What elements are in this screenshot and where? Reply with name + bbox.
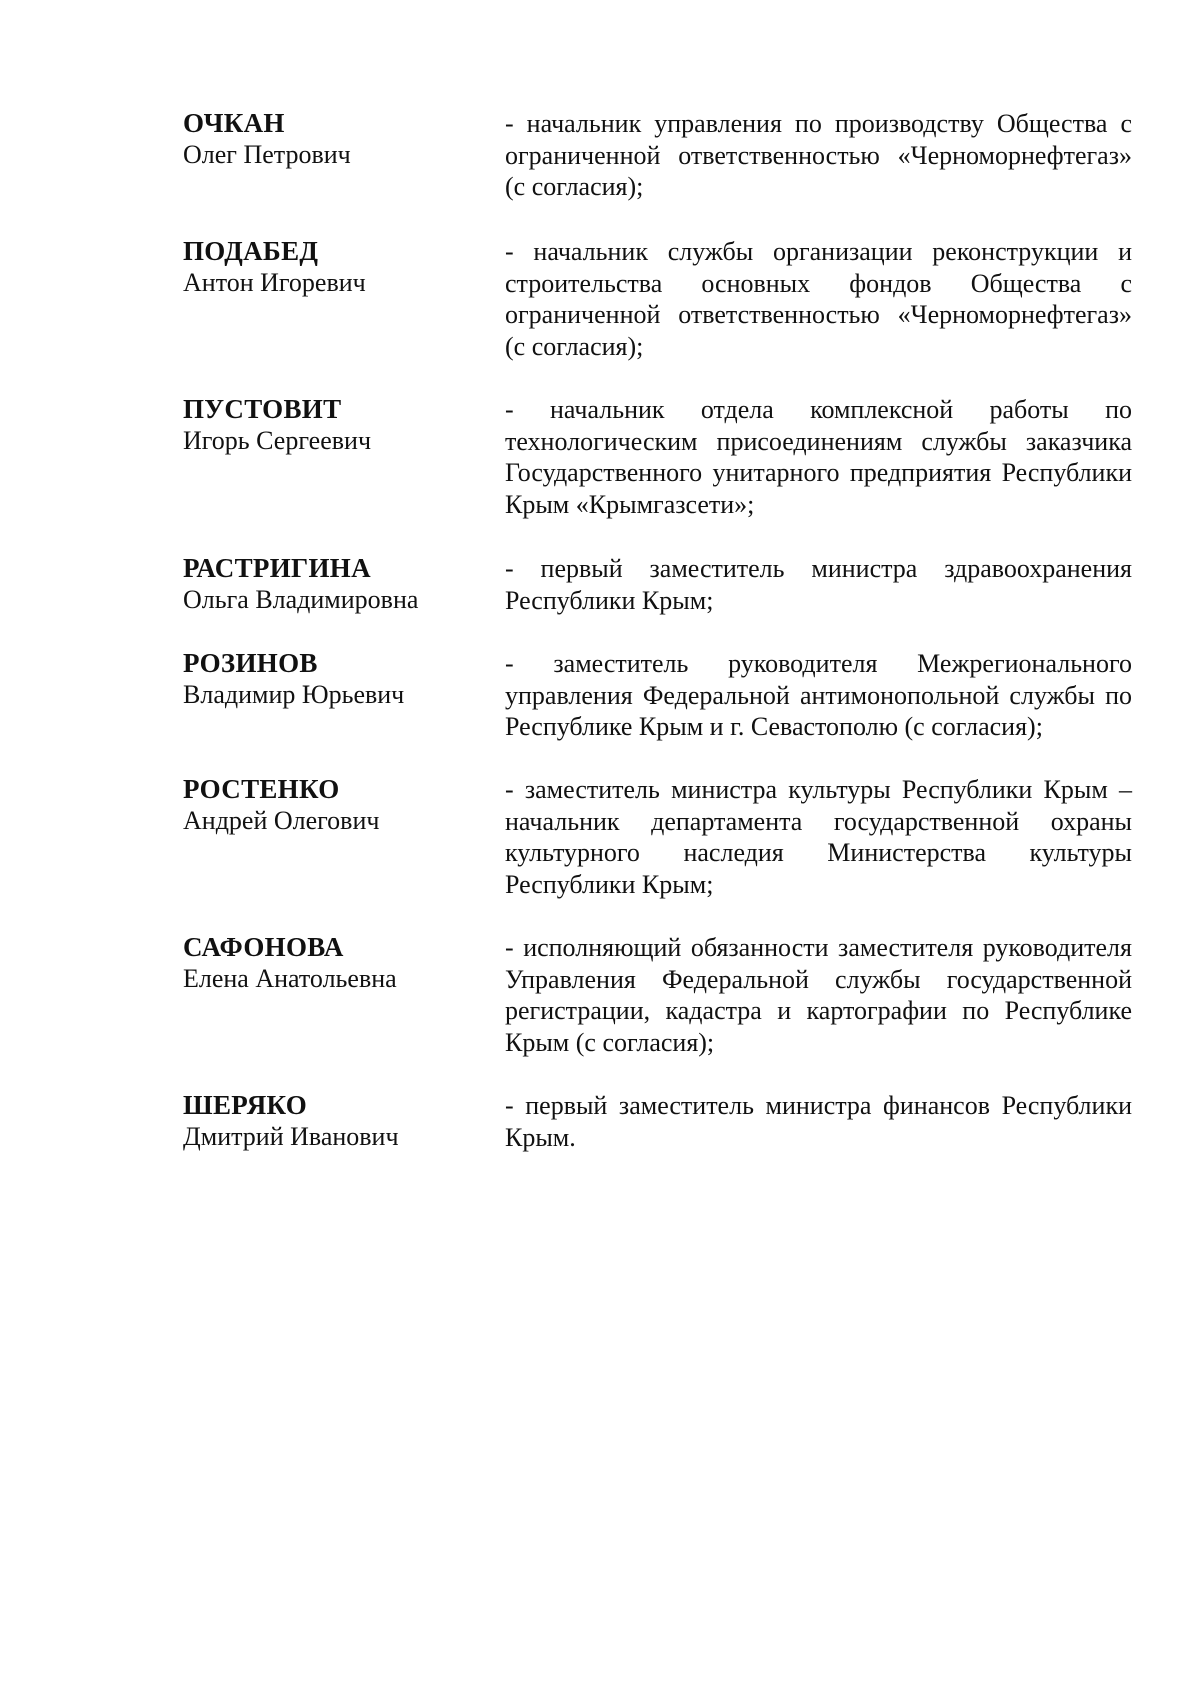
member-position: - начальник отдела комплексной работы по технологическим присоединениям службы заказчика Государственного унитарного предприятия Республики Крым «Крымгазсети»;	[505, 395, 1132, 519]
member-name	[183, 108, 483, 170]
member-given-name: Игорь Сергеевич	[183, 426, 372, 455]
member-name	[183, 774, 483, 836]
member-surname: РОЗИНОВ	[183, 648, 318, 678]
member-name	[183, 236, 483, 298]
member-given-name: Елена Анатольевна	[183, 964, 397, 993]
member-given-name: Олег Петрович	[183, 140, 351, 169]
member-position: - заместитель министра культуры Республики Крым – начальник департамента государственной охраны культурного наследия Министерства культуры Республики Крым;	[505, 775, 1132, 899]
member-position: - заместитель руководителя Межрегионального управления Федеральной антимонопольной службы по Республике Крым и г. Севастополю (с согласия);	[505, 649, 1132, 741]
member-surname: ОЧКАН	[183, 108, 285, 138]
member-surname: ШЕРЯКО	[183, 1090, 308, 1120]
member-given-name: Дмитрий Иванович	[183, 1122, 399, 1151]
member-name	[183, 648, 483, 710]
member-surname: САФОНОВА	[183, 932, 344, 962]
member-position: - исполняющий обязанности заместителя руководителя Управления Федеральной службы государственной регистрации, кадастра и картографии по Республике Крым (с согласия);	[505, 933, 1132, 1057]
member-given-name: Ольга Владимировна	[183, 585, 419, 614]
member-given-name: Владимир Юрьевич	[183, 680, 405, 709]
member-name	[183, 932, 483, 994]
member-surname: ПУСТОВИТ	[183, 394, 342, 424]
member-surname: РОСТЕНКО	[183, 774, 340, 804]
member-name	[183, 553, 483, 615]
member-name	[183, 1090, 483, 1152]
member-position: - первый заместитель министра здравоохранения Республики Крым;	[505, 554, 1132, 615]
member-given-name: Антон Игоревич	[183, 268, 366, 297]
member-position: - первый заместитель министра финансов Республики Крым.	[505, 1091, 1132, 1152]
member-surname: РАСТРИГИНА	[183, 553, 371, 583]
member-position: - начальник службы организации реконструкции и строительства основных фондов Общества с ограниченной ответственностью «Черноморнефтегаз» (с согласия);	[505, 237, 1132, 361]
member-surname: ПОДАБЕД	[183, 236, 319, 266]
member-position: - начальник управления по производству Общества с ограниченной ответственностью «Черноморнефтегаз» (с согласия);	[505, 109, 1132, 201]
member-name	[183, 394, 483, 456]
member-given-name: Андрей Олегович	[183, 806, 380, 835]
